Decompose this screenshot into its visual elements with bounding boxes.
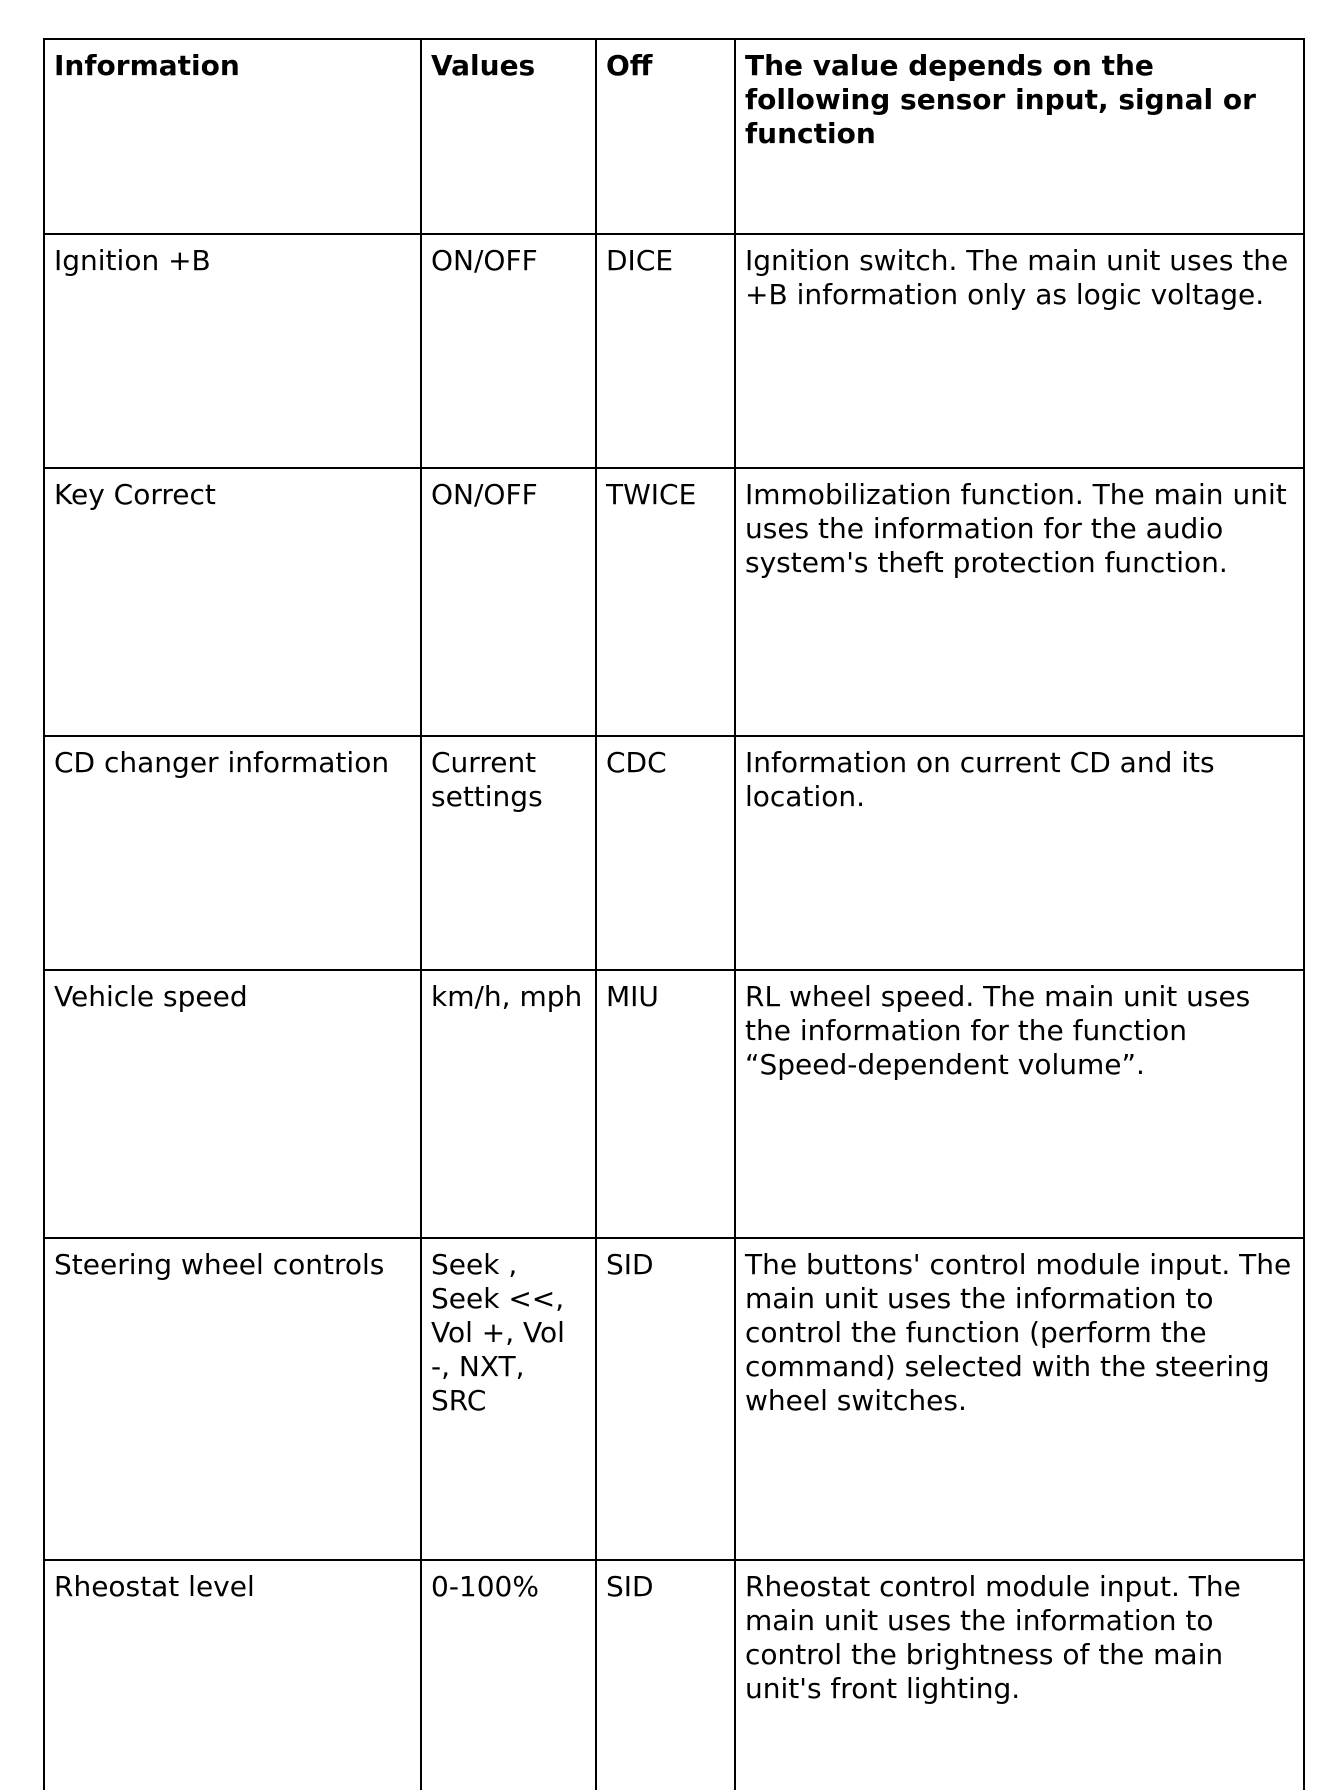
cell-off: MIU [596, 970, 735, 1238]
cell-information: Steering wheel controls [44, 1238, 421, 1560]
header-information: Information [44, 39, 421, 234]
header-depends-on: The value depends on the following sensor input, signal or function [735, 39, 1304, 234]
cell-off: SID [596, 1238, 735, 1560]
table-header-row [44, 39, 1304, 234]
cell-values: ON/OFF [421, 234, 596, 468]
cell-values: Current settings [421, 736, 596, 970]
cell-depends-on: RL wheel speed. The main unit uses the information for the function “Speed-dependent volume”. [735, 970, 1304, 1238]
cell-off: TWICE [596, 468, 735, 736]
cell-information: Vehicle speed [44, 970, 421, 1238]
cell-values: Seek , Seek <<, Vol +, Vol -, NXT, SRC [421, 1238, 596, 1560]
cell-values: 0-100% [421, 1560, 596, 1790]
cell-information: Ignition +B [44, 234, 421, 468]
table-row [44, 736, 1304, 970]
cell-depends-on: Information on current CD and its location. [735, 736, 1304, 970]
cell-depends-on: Immobilization function. The main unit uses the information for the audio system's theft protection function. [735, 468, 1304, 736]
cell-values: km/h, mph [421, 970, 596, 1238]
cell-off: SID [596, 1560, 735, 1790]
table-row [44, 1238, 1304, 1560]
cell-information: Key Correct [44, 468, 421, 736]
cell-information: CD changer information [44, 736, 421, 970]
table-row [44, 468, 1304, 736]
table-row [44, 1560, 1304, 1790]
header-values: Values [421, 39, 596, 234]
sensor-input-table [43, 38, 1305, 1790]
header-off: Off [596, 39, 735, 234]
cell-off: CDC [596, 736, 735, 970]
cell-off: DICE [596, 234, 735, 468]
cell-values: ON/OFF [421, 468, 596, 736]
cell-depends-on: Ignition switch. The main unit uses the +B information only as logic voltage. [735, 234, 1304, 468]
table-row [44, 970, 1304, 1238]
cell-depends-on: The buttons' control module input. The main unit uses the information to control the function (perform the command) selected with the steering wheel switches. [735, 1238, 1304, 1560]
table-row [44, 234, 1304, 468]
cell-depends-on: Rheostat control module input. The main unit uses the information to control the brightness of the main unit's front lighting. [735, 1560, 1304, 1790]
cell-information: Rheostat level [44, 1560, 421, 1790]
